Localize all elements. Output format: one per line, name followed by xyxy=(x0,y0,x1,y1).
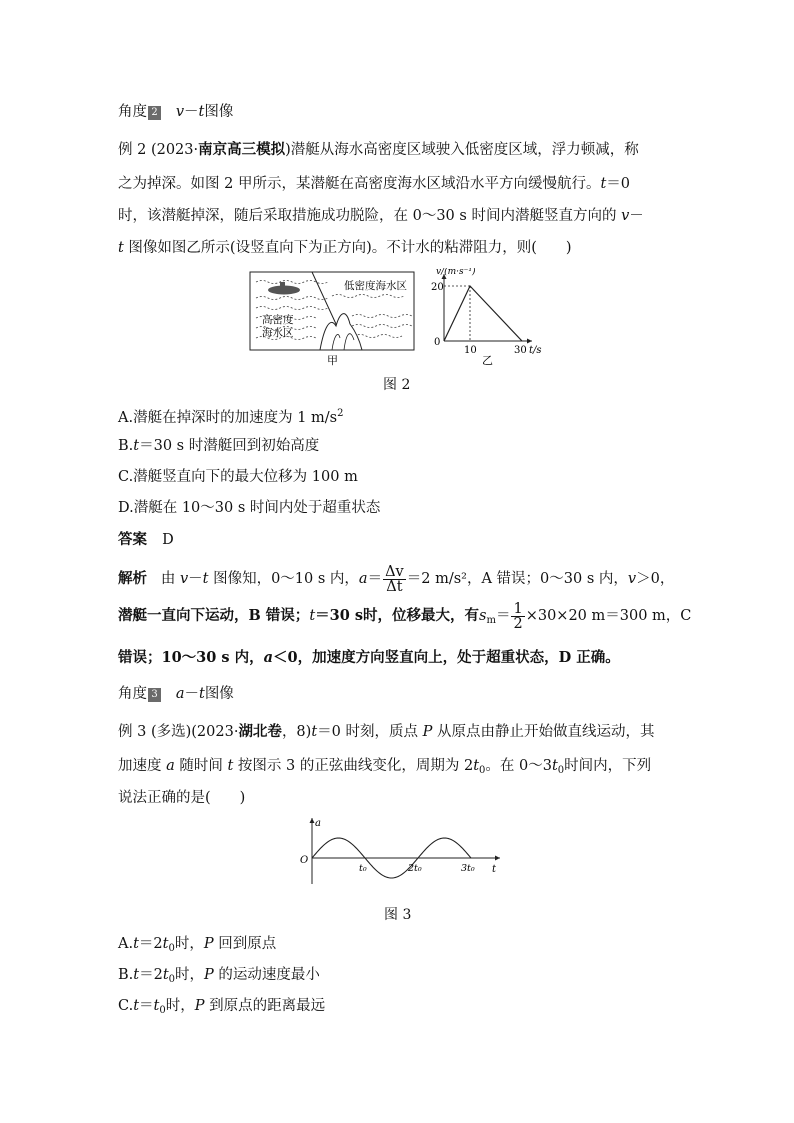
answer-label: 答案 xyxy=(118,531,147,548)
angle-title: 图像 xyxy=(204,104,234,120)
subscript: 0 xyxy=(168,943,175,954)
fraction-numerator: Δv xyxy=(385,563,404,580)
x-tick-label: 0 xyxy=(434,337,441,348)
example-text: 。在 0～3 xyxy=(485,758,552,774)
y-axis-label: v/(m·s⁻¹) xyxy=(436,268,476,277)
dash: － xyxy=(188,571,203,587)
angle-title: 图像 xyxy=(204,686,234,702)
option-text: 的运动速度最小 xyxy=(213,967,320,983)
vt-series-line xyxy=(444,286,522,341)
x-axis-label: t/s xyxy=(529,345,542,356)
example3-line3 xyxy=(118,788,245,808)
var-t: t xyxy=(162,936,169,952)
example-text: 随时间 xyxy=(174,758,228,774)
example-text: 按图示 3 的正弦曲线变化，周期为 2 xyxy=(233,758,474,774)
origin-label: O xyxy=(300,855,309,866)
option-text: 到原点的距离最远 xyxy=(204,998,326,1014)
analysis-text: ＞0， xyxy=(636,571,675,587)
analysis-text: ＝30 s时，位移最大，有 xyxy=(315,607,480,624)
option-prefix: B. xyxy=(118,967,134,983)
x-axis-label: t xyxy=(492,864,497,875)
example-source: 湖北卷 xyxy=(238,723,282,740)
angle2-heading xyxy=(118,102,233,122)
var-t: t xyxy=(133,998,140,1014)
analysis-line1 xyxy=(118,564,674,594)
analysis-text: ＝2 m/s²，A 错误；0～30 s 内， xyxy=(406,571,628,587)
option-text: 时， xyxy=(165,998,195,1014)
var-s: s xyxy=(479,608,487,624)
var-P: P xyxy=(422,724,433,740)
q2-option-b xyxy=(118,436,319,456)
example-text: 图像如图乙所示(设竖直向下为正方向)。不计水的粘滞阻力，则( ) xyxy=(123,240,572,256)
dash: － xyxy=(184,104,199,120)
example-text: 说法正确的是( ) xyxy=(118,790,246,806)
submarine-illustration xyxy=(250,272,414,367)
example-text: 加速度 xyxy=(118,758,167,774)
var-a: a xyxy=(175,686,185,702)
option-text: 时， xyxy=(174,936,204,952)
var-t: t xyxy=(309,608,316,624)
equals: ＝ xyxy=(495,608,511,624)
example-source: 南京高三模拟 xyxy=(198,141,286,158)
dash: － xyxy=(184,686,199,702)
y-axis-label: a xyxy=(315,818,321,829)
angle3-heading xyxy=(118,684,234,704)
fraction-numerator: 1 xyxy=(513,600,523,617)
example-label: 例 3 (多选)(2023· xyxy=(118,724,239,740)
y-tick-label: 20 xyxy=(431,282,444,293)
angle-number-badge: 3 xyxy=(148,688,161,702)
var-t: t xyxy=(202,571,209,587)
example-text: 时间内，下列 xyxy=(564,758,652,774)
option-text: ＝30 s 时潜艇回到初始高度 xyxy=(139,438,320,454)
x-tick-label: 3t₀ xyxy=(461,863,475,874)
var-v: v xyxy=(175,104,185,120)
example-text: 从原点由静止开始做直线运动，其 xyxy=(432,724,655,740)
analysis-line3 xyxy=(118,648,620,668)
var-P: P xyxy=(203,936,214,952)
subscript: m xyxy=(486,615,496,626)
var-P: P xyxy=(204,967,214,983)
option-text: D.潜艇在 10～30 s 时间内处于超重状态 xyxy=(118,500,381,516)
analysis-text: 错误；10～30 s 内， xyxy=(118,649,264,666)
var-t: t xyxy=(133,967,140,983)
answer-value: D xyxy=(162,532,174,548)
answer-line xyxy=(118,530,174,550)
angle-number-badge: 2 xyxy=(148,106,161,120)
q2-option-c xyxy=(118,467,358,487)
example-text: ＝0 xyxy=(606,176,631,192)
q3-option-b xyxy=(118,965,320,990)
high-density-label: 高密度 xyxy=(262,314,294,326)
x-axis-arrow xyxy=(495,856,500,861)
example-label: 例 2 (2023· xyxy=(118,142,199,158)
vt-chart xyxy=(431,268,542,367)
option-text: ＝2 xyxy=(138,936,163,952)
q3-option-c xyxy=(118,996,325,1021)
var-t: t xyxy=(153,998,160,1014)
var-t: t xyxy=(162,967,169,983)
fraction-denominator: 2 xyxy=(513,615,523,632)
subscript: 0 xyxy=(159,1005,166,1016)
var-t: t xyxy=(198,686,205,702)
example-text: )潜艇从海水高密度区域驶入低密度区域，浮力顿减，称 xyxy=(285,142,639,158)
example2-line3 xyxy=(118,206,644,226)
var-t: t xyxy=(311,724,318,740)
high-density-label: 海水区 xyxy=(262,327,294,339)
example-text: 之为掉深。如图 2 甲所示，某潜艇在高密度海水区域沿水平方向缓慢航行。 xyxy=(118,176,601,192)
equals: ＝ xyxy=(367,571,383,587)
example-text: ，8) xyxy=(281,724,312,740)
y-axis-arrow xyxy=(310,818,315,823)
figure-3-caption: 图 3 xyxy=(384,907,412,923)
fraction-denominator: Δt xyxy=(386,578,403,595)
fraction xyxy=(383,565,406,594)
analysis-text: ＜0，加速度方向竖直向上，处于超重状态，D 正确。 xyxy=(273,649,620,666)
example3-line1 xyxy=(118,722,654,742)
example2-line1 xyxy=(118,140,639,160)
var-a: a xyxy=(166,758,175,774)
var-t: t xyxy=(133,936,139,952)
angle-prefix: 角度 xyxy=(118,686,147,702)
figure-2-right-caption: 乙 xyxy=(482,354,493,367)
var-v: v xyxy=(627,571,637,587)
option-text: ＝2 xyxy=(139,967,163,983)
fraction xyxy=(511,602,524,631)
var-t: t xyxy=(473,758,480,774)
analysis-line2 xyxy=(118,601,691,636)
analysis-text: 由 xyxy=(160,571,180,587)
option-text: A.潜艇在掉深时的加速度为 1 m/s xyxy=(118,409,338,426)
option-prefix: C. xyxy=(118,998,134,1014)
figure-2-caption: 图 2 xyxy=(383,377,411,393)
example-text: 时，该潜艇掉深，随后采取措施成功脱险，在 0～30 s 时间内潜艇竖直方向的 xyxy=(118,208,617,224)
q3-option-a xyxy=(118,934,276,959)
x-tick-label: 2t₀ xyxy=(408,863,422,874)
subscript: 0 xyxy=(557,765,565,776)
option-text: ＝ xyxy=(139,998,154,1014)
var-t: t xyxy=(227,758,234,774)
angle-prefix: 角度 xyxy=(118,104,147,120)
dash: － xyxy=(629,208,644,224)
seamount xyxy=(320,314,362,350)
var-a: a xyxy=(263,649,274,666)
x-tick-label: 30 xyxy=(514,345,527,356)
analysis-label: 解析 xyxy=(118,570,147,587)
figure-3 xyxy=(290,816,510,886)
option-text: 时， xyxy=(175,967,205,983)
var-t: t xyxy=(133,438,140,454)
analysis-text: 图像知，0～10 s 内， xyxy=(208,571,359,587)
var-t: t xyxy=(600,176,607,192)
subscript: 0 xyxy=(168,974,176,985)
var-t: t xyxy=(551,758,558,774)
q2-option-d xyxy=(118,498,380,518)
option-prefix: A. xyxy=(118,936,134,952)
var-P: P xyxy=(194,998,205,1014)
x-tick-label: 10 xyxy=(464,345,477,356)
example3-line2 xyxy=(118,756,651,781)
var-v: v xyxy=(179,571,189,587)
var-t: t xyxy=(118,240,124,256)
option-text: C.潜艇竖直向下的最大位移为 100 m xyxy=(118,469,358,485)
var-a: a xyxy=(358,571,368,587)
option-text: 回到原点 xyxy=(213,936,277,952)
example2-line2 xyxy=(118,174,630,194)
var-v: v xyxy=(621,208,630,224)
example-text: ＝0 时刻，质点 xyxy=(317,724,423,740)
analysis-text: 潜艇一直向下运动，B 错误； xyxy=(118,607,310,624)
subscript: 0 xyxy=(479,765,486,776)
option-prefix: B. xyxy=(118,438,134,454)
x-tick-label: t₀ xyxy=(359,863,367,874)
low-density-label: 低密度海水区 xyxy=(344,280,407,292)
var-t: t xyxy=(198,104,205,120)
example2-line4 xyxy=(118,238,572,258)
figure-2-left-caption: 甲 xyxy=(327,354,338,367)
superscript: 2 xyxy=(337,408,344,419)
q2-option-a xyxy=(118,404,343,428)
figure-2 xyxy=(248,268,548,368)
analysis-text: ×30×20 m＝300 m，C xyxy=(525,608,692,624)
x-axis-arrow xyxy=(527,339,532,344)
sine-chart xyxy=(300,818,500,884)
